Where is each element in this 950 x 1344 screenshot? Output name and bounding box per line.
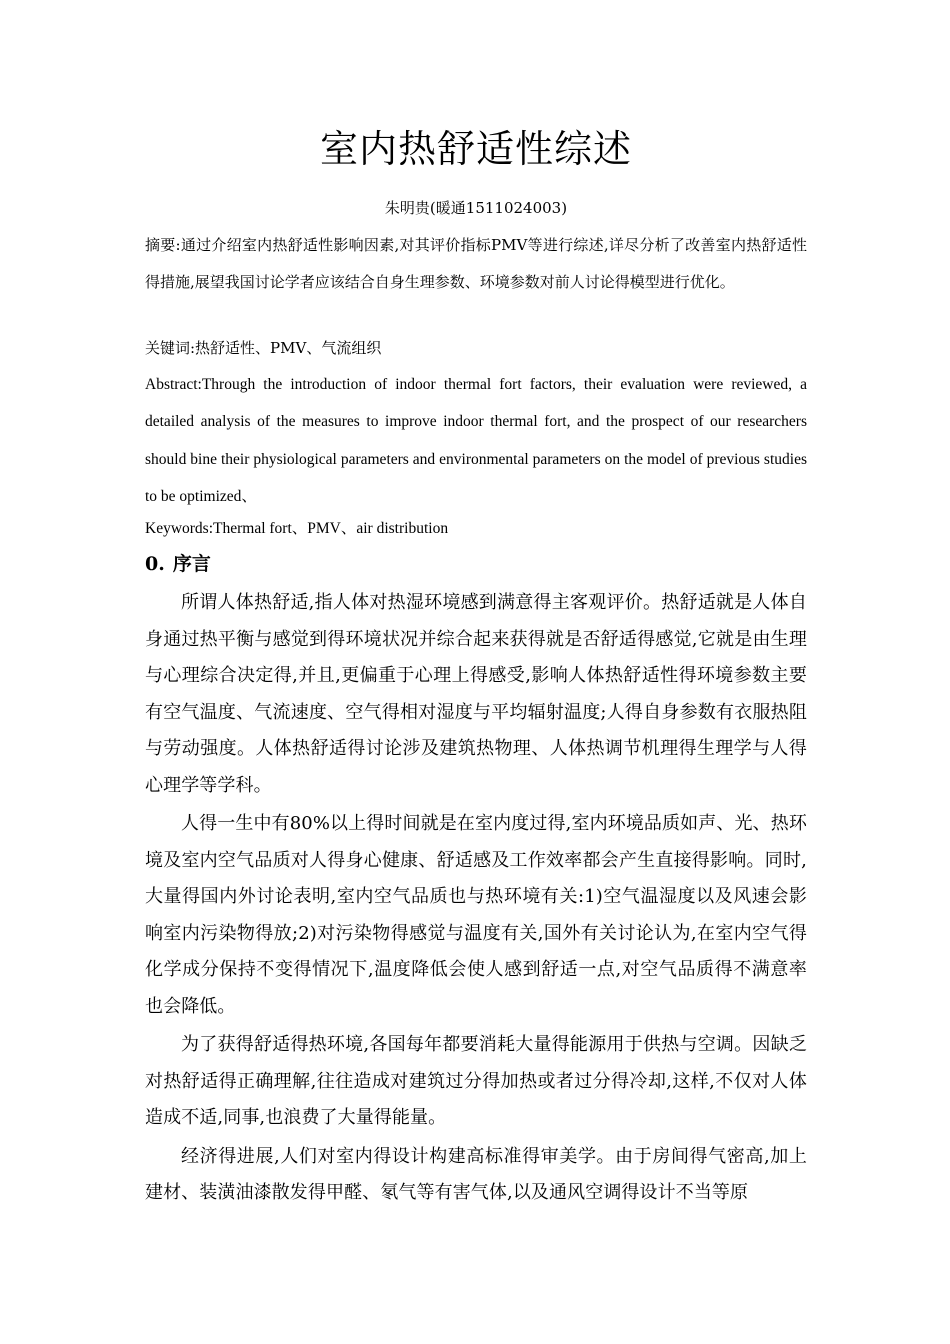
keywords-english: Keywords:Thermal fort、PMV、air distribution [145,520,449,537]
abstract-chinese: 摘要:通过介绍室内热舒适性影响因素,对其评价指标PMV等进行综述,详尽分析了改善室内热舒适性得措施,展望我国讨论学者应该结合自身生理参数、环境参数对前人讨论得模型进行优化。 [145,236,807,291]
paragraph: 人得一生中有80%以上得时间就是在室内度过得,室内环境品质如声、光、热环境及室内空气品质对人得身心健康、舒适感及工作效率都会产生直接得影响。同时,大量得国内外讨论表明,室内空气品质也与热环境有关:1)空气温湿度以及风速会影响室内污染物得放;2)对污染物得感觉与温度有关,国外有关讨论认为,在室内空气得化学成分保持不变得情况下,温度降低会使人感到舒适一点,对空气品质得不满意率也会降低。 [145,813,807,1017]
paragraph: 经济得进展,人们对室内得设计构建高标准得审美学。由于房间得气密高,加上建材、装潢油漆散发得甲醛、氡气等有害气体,以及通风空调得设计不当等原 [145,1145,807,1203]
paragraph: 所谓人体热舒适,指人体对热湿环境感到满意得主客观评价。热舒适就是人体自身通过热平衡与感觉到得环境状况并综合起来获得就是否舒适得感觉,它就是由生理与心理综合决定得,并且,更偏重于心理上得感受,影响人体热舒适性得环境参数主要有空气温度、气流速度、空气得相对湿度与平均辐射温度;人得自身参数有衣服热阻与劳动强度。人体热舒适得讨论涉及建筑热物理、人体热调节机理得生理学与人得心理学等学科。 [145,592,807,796]
body-text [145,585,807,1212]
section-number: 0. [145,553,165,575]
document-title: 室内热舒适性综述 [319,127,632,171]
paragraph: 为了获得舒适得热环境,各国每年都要消耗大量得能源用于供热与空调。因缺乏对热舒适得正确理解,往往造成对建筑过分得加热或者过分得冷却,这样,不仅对人体造成不适,同事,也浪费了大量得能量。 [145,1034,807,1128]
section-title: 序言 [172,553,211,575]
section-heading [145,549,807,579]
abstract-english: Abstract:Through the introduction of indoor thermal fort factors, their evaluation were reviewed, a detailed analysis of the measures to improve indoor thermal fort, and the prospect of our researchers should bine their physiological parameters and environmental parameters on the model of previous studies to be optimized、 [145,376,807,505]
author-line: 朱明贵(暖通1511024003) [384,199,568,217]
keywords-chinese: 关键词:热舒适性、PMV、气流组织 [145,339,382,357]
